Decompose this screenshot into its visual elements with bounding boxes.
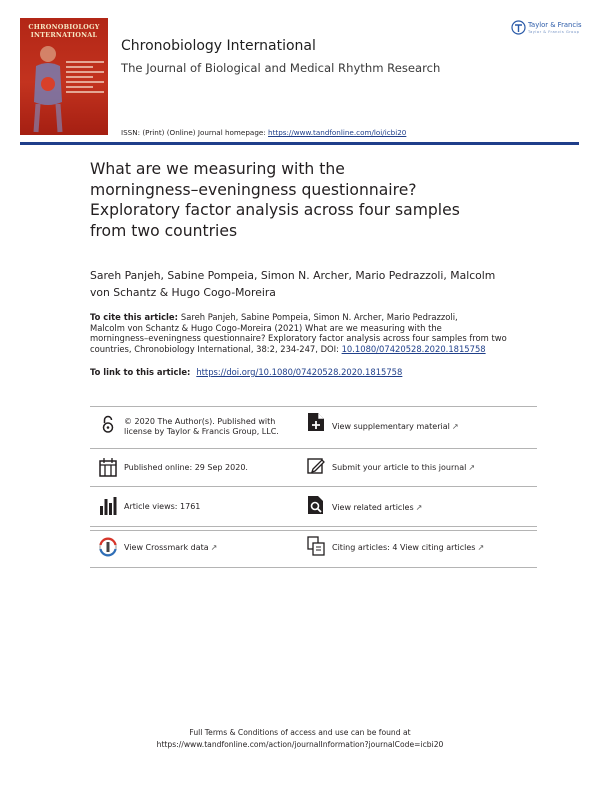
- grid-rule: [90, 406, 537, 407]
- title-line: Exploratory factor analysis across four samples: [90, 201, 460, 219]
- supplementary-file-icon: [307, 412, 325, 432]
- view-crossmark-link[interactable]: [124, 543, 217, 553]
- logo-text: Taylor & Francis: [528, 21, 582, 29]
- related-label: View related articles: [332, 503, 414, 512]
- body-figure-icon: [28, 42, 68, 134]
- external-link-icon: ↗: [210, 543, 218, 552]
- open-access-icon: [99, 414, 117, 434]
- issn-prefix: ISSN: (Print) (Online) Journal homepage:: [121, 128, 269, 137]
- published-date: Published online: 29 Sep 2020.: [124, 463, 248, 472]
- doi-link[interactable]: 10.1080/07420528.2020.1815758: [341, 343, 486, 354]
- submit-label: Submit your article to this journal: [332, 463, 467, 472]
- cite-line: Sareh Panjeh, Sabine Pompeia, Simon N. Archer, Mario Pedrazzoli,: [180, 312, 458, 322]
- external-link-icon: ↗: [451, 422, 459, 431]
- bar-chart-icon: [99, 496, 117, 516]
- crossmark-label: View Crossmark data: [124, 543, 209, 552]
- grid-rule: [90, 486, 537, 487]
- external-link-icon: ↗: [415, 503, 423, 512]
- calendar-icon: [99, 457, 117, 477]
- journal-subtitle: The Journal of Biological and Medical Rhythm Research: [121, 61, 441, 75]
- cover-text-block: [66, 58, 104, 96]
- license-line: © 2020 The Author(s). Published with: [124, 417, 276, 426]
- journal-homepage-link[interactable]: https://www.tandfonline.com/loi/icbi20: [268, 128, 407, 137]
- cover-title: CHRONOBIOLOGY INTERNATIONAL: [28, 23, 100, 39]
- cite-label: To cite this article:: [90, 312, 181, 322]
- related-search-icon: [307, 495, 325, 515]
- license-line: license by Taylor & Francis Group, LLC.: [124, 427, 279, 436]
- header-divider: [20, 142, 579, 145]
- journal-name[interactable]: Chronobiology International: [121, 38, 316, 54]
- supplementary-label: View supplementary material: [332, 422, 450, 431]
- taylor-francis-logo[interactable]: [511, 18, 583, 40]
- grid-rule: [90, 567, 537, 568]
- footer-terms: [0, 727, 600, 751]
- citing-articles-icon: [307, 536, 325, 556]
- view-citing-link[interactable]: [332, 543, 484, 553]
- view-related-link[interactable]: [332, 503, 422, 513]
- authors-line: von Schantz & Hugo Cogo-Moreira: [90, 286, 276, 299]
- issn-line: [121, 128, 406, 137]
- cite-line: Malcolm von Schantz & Hugo Cogo-Moreira (2021) What are we measuring with the: [90, 322, 442, 333]
- grid-rule: [90, 526, 537, 527]
- authors-line: Sareh Panjeh, Sabine Pompeia, Simon N. Archer, Mario Pedrazzoli, Malcolm: [90, 269, 496, 282]
- cite-line: morningness–eveningness questionnaire? Exploratory factor analysis across four samples from two: [90, 333, 507, 344]
- crossmark-icon: [99, 537, 117, 557]
- logo-subtext: Taylor & Francis Group: [528, 30, 580, 34]
- citation-block: [90, 312, 530, 354]
- journal-cover-image: [20, 18, 108, 135]
- submit-article-link[interactable]: [332, 463, 475, 473]
- article-authors: [90, 267, 530, 301]
- logo-mark-icon: [511, 20, 526, 35]
- article-title: [90, 159, 520, 241]
- external-link-icon: ↗: [468, 463, 476, 472]
- license-text: [124, 417, 279, 437]
- footer-line: Full Terms & Conditions of access and use can be found at: [189, 728, 411, 737]
- cite-line: countries, Chronobiology International, 38:2, 234-247, DOI:: [90, 343, 342, 354]
- title-line: from two countries: [90, 221, 238, 240]
- title-line: morningness–eveningness questionnaire?: [90, 180, 417, 199]
- edit-pencil-icon: [307, 456, 325, 476]
- external-link-icon: ↗: [477, 543, 485, 552]
- article-link-line: [90, 367, 402, 377]
- link-label: To link to this article:: [90, 367, 194, 377]
- view-supplementary-link[interactable]: [332, 422, 459, 432]
- title-line: What are we measuring with the: [90, 160, 345, 178]
- grid-rule: [90, 530, 537, 531]
- footer-url[interactable]: https://www.tandfonline.com/action/journalInformation?journalCode=icbi20: [156, 740, 444, 749]
- citing-label: Citing articles: 4 View citing articles: [332, 543, 476, 552]
- article-doi-url[interactable]: https://doi.org/10.1080/07420528.2020.1815758: [196, 367, 403, 377]
- article-views: Article views: 1761: [124, 502, 201, 511]
- grid-rule: [90, 448, 537, 449]
